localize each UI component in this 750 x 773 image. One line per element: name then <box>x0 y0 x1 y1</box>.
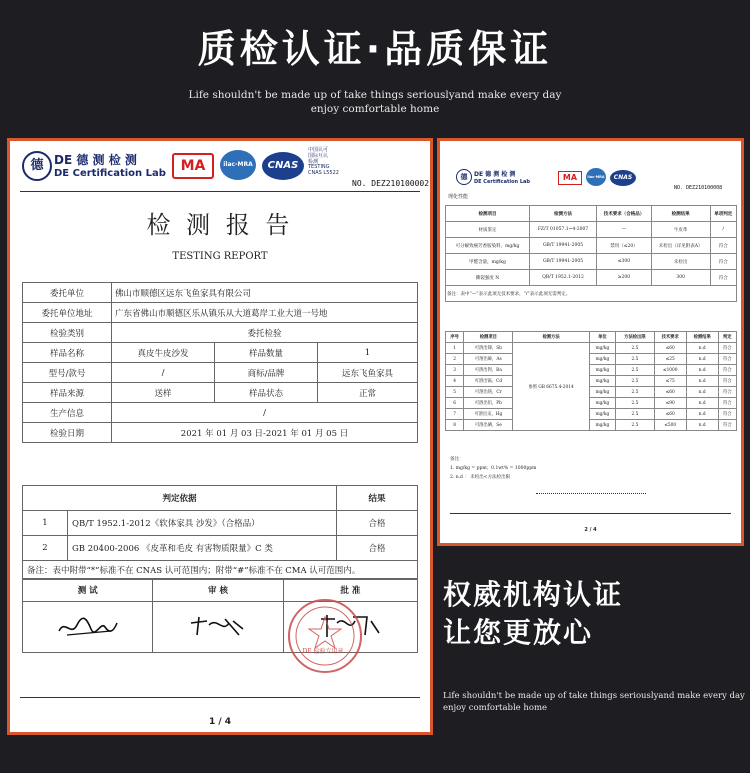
table-cell: 撕裂强度 N <box>446 270 530 286</box>
de-logo-icon: 德 <box>22 151 52 181</box>
table-row <box>23 363 418 383</box>
table-cell: 样品数量 <box>215 343 318 363</box>
table-cell: 样品名称 <box>23 343 112 363</box>
table-cell: 可溶出硒，Se <box>464 420 513 431</box>
table-cell: 2 <box>446 354 464 365</box>
lab-name-en: DE Certification Lab <box>54 168 166 179</box>
ilac-mra-logo-icon: ilac-MRA <box>220 150 256 180</box>
table-cell: 2.5 <box>616 365 655 376</box>
table-header: 序号 <box>446 332 464 343</box>
table-row <box>23 323 418 343</box>
table-row <box>446 270 737 286</box>
table-cell: n.d <box>686 376 718 387</box>
table-cell: 2.5 <box>616 354 655 365</box>
table-header-row <box>446 206 737 222</box>
table-row <box>23 303 418 323</box>
table-row <box>23 423 418 443</box>
table-row <box>23 511 418 536</box>
tagline-line1: 权威机构认证 <box>443 578 624 611</box>
table-cell: mg/kg <box>589 387 615 398</box>
table-cell: QB/T 1952.1-2012 <box>529 270 596 286</box>
table-cell: mg/kg <box>589 354 615 365</box>
table-cell: / <box>710 222 736 238</box>
table-cell: 正常 <box>318 383 418 403</box>
table-row <box>446 238 737 254</box>
table-cell: 1 <box>23 511 68 536</box>
table-cell: 2.5 <box>616 398 655 409</box>
table-cell: FZ/T 01057.1~4-2007 <box>529 222 596 238</box>
table-cell: mg/kg <box>589 376 615 387</box>
table-cell: 可溶出汞，Hg <box>464 409 513 420</box>
table-cell: 委托单位 <box>23 283 112 303</box>
table-cell: n.d <box>686 409 718 420</box>
table-note: 备注：表中附带“*”标准不在 CNAS 认可范围内；附带“#”标准不在 CMA 认可范围内。 <box>23 561 418 580</box>
cnas-logo-icon: CNAS <box>610 170 636 186</box>
test-report-page1 <box>7 138 433 735</box>
table-cell: 8 <box>446 420 464 431</box>
page-number: 2 / 4 <box>584 527 597 533</box>
tagline <box>443 576 623 652</box>
table-cell: / <box>112 403 418 423</box>
table-cell: 材质鉴定 <box>446 222 530 238</box>
table-cell: 委托单位地址 <box>23 303 112 323</box>
table-cell: mg/kg <box>589 365 615 376</box>
table-cell: 可溶出铅，Pb <box>464 398 513 409</box>
table-cell: 可溶出铬，Cr <box>464 387 513 398</box>
table-cell: 生产信息 <box>23 403 112 423</box>
table-cell: ≤60 <box>654 409 686 420</box>
report-header <box>10 141 430 191</box>
table-header-row <box>23 486 418 511</box>
lab-name-cn: DE 德 测 检 测 <box>54 153 137 167</box>
table-header: 检测结果 <box>686 332 718 343</box>
table-cell: 符合 <box>718 387 736 398</box>
table-cell: 样品状态 <box>215 383 318 403</box>
table-row <box>446 222 737 238</box>
cma-logo-icon: MA <box>558 171 582 185</box>
table-header: 检测方法 <box>513 332 589 343</box>
table-row <box>446 365 737 376</box>
table-cell: 牛皮革 <box>651 222 710 238</box>
table-cell: 可溶出钡，Ba <box>464 365 513 376</box>
signature-review <box>153 602 283 653</box>
sign-label-test: 测 试 <box>23 579 153 602</box>
table-cell: 参照 GB 6675.4-2014 <box>513 343 589 431</box>
table-cell: 检验类别 <box>23 323 112 343</box>
table-cell: 2.5 <box>616 376 655 387</box>
table-cell: n.d <box>686 365 718 376</box>
table-cell: 7 <box>446 409 464 420</box>
table-row <box>23 343 418 363</box>
table-cell: 检验日期 <box>23 423 112 443</box>
table-row <box>23 283 418 303</box>
table-cell: mg/kg <box>589 343 615 354</box>
table-cell: 2.5 <box>616 387 655 398</box>
table-cell: ≥200 <box>597 270 652 286</box>
table-cell: 2.5 <box>616 409 655 420</box>
table-cell: 符合 <box>718 409 736 420</box>
table-row <box>23 561 418 580</box>
table-cell: 1 <box>446 343 464 354</box>
table-row <box>446 286 737 302</box>
table-cell: ≤300 <box>597 254 652 270</box>
seal-star-icon <box>290 601 360 671</box>
table-cell: 符合 <box>710 270 736 286</box>
table-cell: ≤60 <box>654 387 686 398</box>
table-cell: 符合 <box>718 343 736 354</box>
table-cell: 合格 <box>337 536 418 561</box>
seal-text: DE 检验专用章 <box>302 648 344 655</box>
table-row <box>23 383 418 403</box>
table-cell: 佛山市顺德区远东飞鱼家具有限公司 <box>112 283 418 303</box>
footer-divider <box>450 513 731 514</box>
sign-label-approve: 批 准 <box>283 579 417 602</box>
table-header: 单项判定 <box>710 206 736 222</box>
table-cell: 合格 <box>337 511 418 536</box>
report-number: NO. DEZ210100002 <box>352 179 430 188</box>
table-cell: 2021 年 01 月 03 日-2021 年 01 月 05 日 <box>112 423 418 443</box>
table-cell: ≤500 <box>654 420 686 431</box>
table-cell: 未检出（详见附表A） <box>651 238 710 254</box>
table-cell: 远东飞鱼家具 <box>318 363 418 383</box>
table-header: 检测项目 <box>446 206 530 222</box>
table-cell: n.d <box>686 420 718 431</box>
table-cell: 型号/款号 <box>23 363 112 383</box>
table-header: 检测结果 <box>651 206 710 222</box>
physical-chemical-table <box>445 205 737 302</box>
table-header-row <box>446 332 737 343</box>
table-cell: 样品来源 <box>23 383 112 403</box>
footer-divider <box>20 697 420 698</box>
sample-info-table <box>22 282 418 443</box>
table-cell: 5 <box>446 387 464 398</box>
table-cell: 商标/品牌 <box>215 363 318 383</box>
table-header: 判定依据 <box>23 486 337 511</box>
table-cell: 2.5 <box>616 343 655 354</box>
table-cell: 可溶出镉，Cd <box>464 376 513 387</box>
hero-subtitle-line1: Life shouldn't be made up of take things seriouslyand make every day <box>188 89 562 101</box>
table-cell: 可分解致癌芳香胺染料，mg/kg <box>446 238 530 254</box>
table-cell: 4 <box>446 376 464 387</box>
table-cell: QB/T 1952.1-2012《软体家具 沙发》（合格品） <box>68 511 337 536</box>
table-cell: 符合 <box>710 254 736 270</box>
table-cell: 未检出 <box>651 254 710 270</box>
heavy-metal-notes: 备注： 1. mg/kg = ppm；0.1wt% = 1000ppm 2. n.d ： 未检出<方法检出限 <box>450 457 537 480</box>
table-cell: mg/kg <box>589 398 615 409</box>
table-cell: 2 <box>23 536 68 561</box>
table-cell: 6 <box>446 398 464 409</box>
table-cell: 真皮牛皮沙发 <box>112 343 215 363</box>
table-header: 判定 <box>718 332 736 343</box>
table-header: 技术要求 <box>654 332 686 343</box>
table-cell: 3 <box>446 365 464 376</box>
page-number: 1 / 4 <box>208 717 232 727</box>
table-cell: 300 <box>651 270 710 286</box>
table-cell: 禁用（≤20） <box>597 238 652 254</box>
hero-title: 质检认证·品质保证 <box>197 27 553 71</box>
table-cell: n.d <box>686 354 718 365</box>
table-row <box>23 536 418 561</box>
table-cell: GB/T 19941-2005 <box>529 238 596 254</box>
ilac-mra-logo-icon: ilac-MRA <box>586 168 606 186</box>
table-cell: 送样 <box>112 383 215 403</box>
table-row <box>23 403 418 423</box>
end-of-report-line <box>536 493 646 494</box>
table-cell: 符合 <box>718 365 736 376</box>
table-cell: 符合 <box>710 238 736 254</box>
table-cell: GB 20400-2006 《皮革和毛皮 有害物质限量》C 类 <box>68 536 337 561</box>
heavy-metal-table <box>445 331 737 431</box>
table-row <box>446 354 737 365</box>
signature-test <box>23 602 153 653</box>
table-header-row <box>23 579 418 602</box>
sign-label-review: 审 核 <box>153 579 283 602</box>
report-number: NO. DEZ210100008 <box>674 185 723 191</box>
inspection-seal-stamp <box>288 599 362 673</box>
table-header: 检测项目 <box>464 332 513 343</box>
table-cell: ≤60 <box>654 343 686 354</box>
table-cell: ≤1000 <box>654 365 686 376</box>
table-cell: 符合 <box>718 398 736 409</box>
table-cell: n.d <box>686 387 718 398</box>
table-cell: 2.5 <box>616 420 655 431</box>
hero-subtitle <box>0 88 750 116</box>
table-header: 技术要求（合格品） <box>597 206 652 222</box>
table-cell: 可溶出砷，As <box>464 354 513 365</box>
test-report-page2 <box>437 138 744 546</box>
table-header: 方法检出限 <box>616 332 655 343</box>
table-row <box>446 409 737 420</box>
table-row <box>446 376 737 387</box>
de-logo-icon: 德 <box>456 169 472 185</box>
table-cell: ≤75 <box>654 376 686 387</box>
table-cell: n.d <box>686 343 718 354</box>
table-cell: mg/kg <box>589 420 615 431</box>
table-note: 备注：表中“—”表示此项无技术要求，“/”表示此项无需判定。 <box>446 286 737 302</box>
table-cell: 甲醛含量，mg/kg <box>446 254 530 270</box>
table-row <box>446 343 737 354</box>
table-cell: 广东省佛山市顺德区乐从镇乐从大道葛岸工业大道一号地 <box>112 303 418 323</box>
table-row <box>446 254 737 270</box>
table-cell: ≤25 <box>654 354 686 365</box>
handwritten-signature-icon <box>53 611 123 641</box>
table-cell: ≤90 <box>654 398 686 409</box>
hero-subtitle-line2: enjoy comfortable home <box>310 103 440 115</box>
lab-name-cn: DE 德 测 检 测 <box>474 171 516 178</box>
table-cell: 可溶出锑，Sb <box>464 343 513 354</box>
table-row <box>446 420 737 431</box>
table-cell: 1 <box>318 343 418 363</box>
table-header: 结果 <box>337 486 418 511</box>
handwritten-signature-icon <box>183 611 253 641</box>
table-cell: mg/kg <box>589 409 615 420</box>
judgement-basis-table <box>22 485 418 580</box>
cnas-accreditation-note: 中国认可 国际互认 检测 TESTING CNAS L5522 <box>308 147 339 176</box>
tagline-subtitle: Life shouldn't be made up of take things seriouslyand make every day enjoy comfortable home <box>443 691 745 713</box>
tagline-line2: 让您更放心 <box>443 616 594 649</box>
table-cell: 符合 <box>718 420 736 431</box>
cma-logo-icon: MA <box>172 153 214 179</box>
header-divider <box>20 191 420 192</box>
table-cell: GB/T 19941-2005 <box>529 254 596 270</box>
lab-name-en: DE Certification Lab <box>474 179 530 185</box>
table-cell: / <box>112 363 215 383</box>
table-cell: — <box>597 222 652 238</box>
table-cell: 符合 <box>718 354 736 365</box>
table-header: 检测方法 <box>529 206 596 222</box>
table-cell: 委托检验 <box>112 323 418 343</box>
table-cell: 符合 <box>718 376 736 387</box>
table-header: 单位 <box>589 332 615 343</box>
cnas-logo-icon: CNAS <box>262 152 304 180</box>
table-cell: n.d <box>686 398 718 409</box>
report-title-en: TESTING REPORT <box>172 251 268 262</box>
report-title-cn: 检 测 报 告 <box>146 211 294 239</box>
table-row <box>446 398 737 409</box>
table-row <box>446 387 737 398</box>
section-title: 理化性能 <box>448 194 469 200</box>
